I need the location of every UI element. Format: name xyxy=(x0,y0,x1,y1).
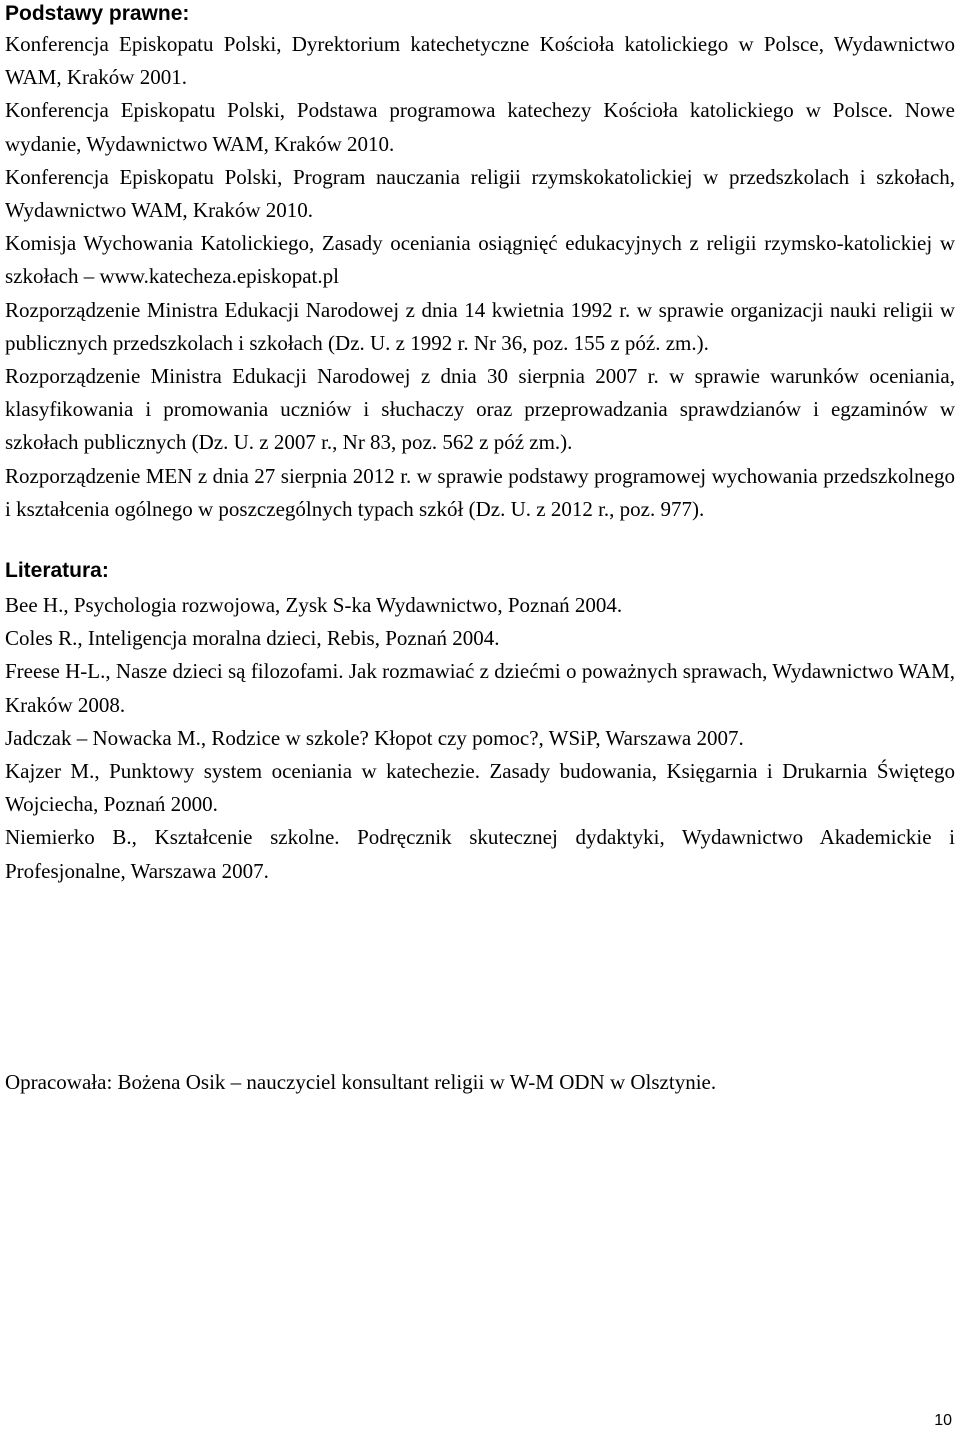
literature-list xyxy=(5,589,955,888)
legal-basis-item: Konferencja Episkopatu Polski, Program nauczania religii rzymskokatolickiej w przedszkolach i szkołach, Wydawnictwo WAM, Kraków 2010. xyxy=(5,164,955,223)
page-number: 10 xyxy=(934,1412,952,1429)
literature-item: Freese H-L., Nasze dzieci są filozofami. Jak rozmawiać z dziećmi o poważnych sprawach, Wydawnictwo WAM, Kraków 2008. xyxy=(5,659,955,717)
legal-basis-item: Rozporządzenie Ministra Edukacji Narodowej z dnia 30 sierpnia 2007 r. w sprawie warunków oceniania, klasyfikowania i promowania uczniów i słuchaczy oraz przeprowadzania sprawdzianów i egzaminów w szkołach publicznych (Dz. U. z 2007 r., Nr 83, poz. 562 z póź zm.). xyxy=(5,364,955,455)
legal-basis-item: Konferencja Episkopatu Polski, Podstawa programowa katechezy Kościoła katolickiego w Polsce. Nowe wydanie, Wydawnictwo WAM, Kraków 2010. xyxy=(5,98,955,156)
legal-basis-item: Rozporządzenie Ministra Edukacji Narodowej z dnia 14 kwietnia 1992 r. w sprawie organizacji nauki religii w publicznych przedszkolach i szkołach (Dz. U. z 1992 r. Nr 36, poz. 155 z póź. zm.). xyxy=(5,297,955,355)
literature-item: Coles R., Inteligencja moralna dzieci, Rebis, Poznań 2004. xyxy=(5,626,500,651)
legal-basis-item: Konferencja Episkopatu Polski, Dyrektorium katechetyczne Kościoła katolickiego w Polsce, Wydawnictwo WAM, Kraków 2001. xyxy=(5,32,955,90)
literature-item: Kajzer M., Punktowy system oceniania w katechezie. Zasady budowania, Księgarnia i Drukarnia Świętego Wojciecha, Poznań 2000. xyxy=(5,759,955,817)
literature-item: Jadczak – Nowacka M., Rodzice w szkole? Kłopot czy pomoc?, WSiP, Warszawa 2007. xyxy=(5,725,744,750)
legal-basis-item: Komisja Wychowania Katolickiego, Zasady oceniania osiągnięć edukacyjnych z religii rzymsko-katolickiej w szkołach – www.katecheza.episkopat.pl xyxy=(5,231,955,289)
literature-item: Niemierko B., Kształcenie szkolne. Podręcznik skutecznej dydaktyki, Wydawnictwo Akademickie i Profesjonalne, Warszawa 2007. xyxy=(5,825,955,883)
document-page xyxy=(5,0,955,1094)
legal-basis-item: Rozporządzenie MEN z dnia 27 sierpnia 2012 r. w sprawie podstawy programowej wychowania przedszkolnego i kształcenia ogólnego w poszczególnych typach szkół (Dz. U. z 2012 r., poz. 977). xyxy=(5,463,955,521)
legal-basis-heading: Podstawy prawne: xyxy=(5,2,190,25)
legal-basis-list xyxy=(5,28,955,526)
literature-heading: Literatura: xyxy=(5,559,109,583)
author-credit: Opracowała: Bożena Osik – nauczyciel konsultant religii w W-M ODN w Olsztynie. xyxy=(5,1070,717,1094)
literature-item: Bee H., Psychologia rozwojowa, Zysk S-ka Wydawnictwo, Poznań 2004. xyxy=(5,593,623,618)
